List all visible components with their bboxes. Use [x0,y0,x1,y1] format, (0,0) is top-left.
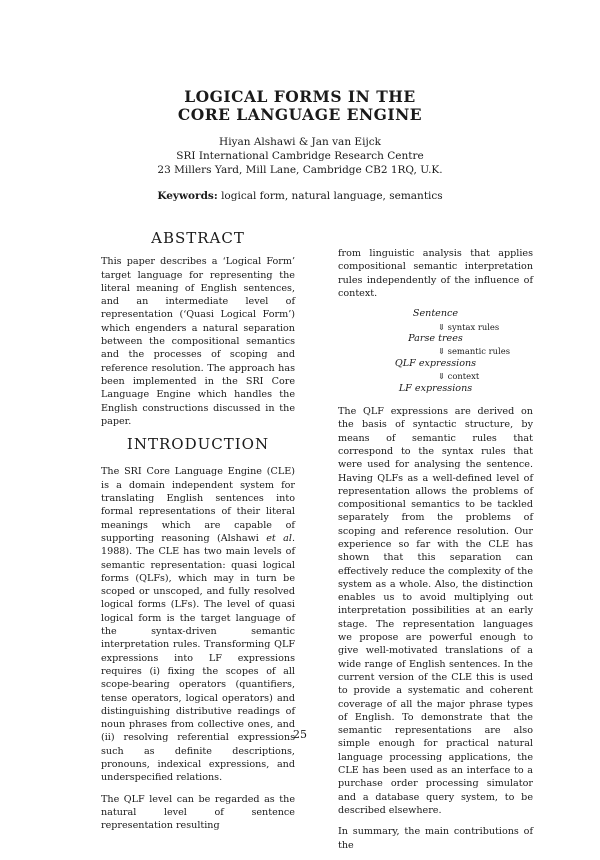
title-line-2: CORE LANGUAGE ENGINE [177,105,423,124]
diagram-arrow-syntax: ⇓ syntax rules [438,321,500,332]
right-paragraph-2: In summary, the main contributions of the [338,826,533,851]
diagram-node-lf: LF expressions [398,382,473,394]
diagram-arrow-semantic: ⇓ semantic rules [438,346,510,357]
page-number: 25 [293,728,307,741]
keywords-line [120,190,480,202]
author-block [120,135,480,177]
paper-title [150,88,450,124]
introduction-heading: INTRODUCTION [126,435,270,454]
diagram-arrow-context: ⇓ context [438,371,480,382]
left-column [101,229,296,840]
intro-paragraph-1: The SRI Core Language Engine (CLE) is a domain independent system for translating English sentences into formal representations of their literal meanings which are capable of supporting reasoning (Alshawi et al. 1988). The CLE has two main levels of semantic representation: quasi logical forms (QLFs), which may in turn be scoped or unscoped, and fully resolved logical forms (LFs). The level of quasi logical form is the target language of the syntax-driven semantic interpretation rules. Transforming QLF expressions into LF expressions requires (i) fixing the scopes of all scope-bearing operators (quantifiers, tense operators, logical operators) and distinguishing distributive readings of noun phrases from collective ones, and (ii) resolving referential expressions such as definite descriptions, pronouns, indexical expressions, and underspecified relations. [101,466,296,784]
keywords-text: logical form, natural language, semantics [221,190,443,202]
author-names: Hiyan Alshawi & Jan van Eijck [219,136,381,148]
title-line-1: LOGICAL FORMS IN THE [184,87,416,106]
abstract-heading: ABSTRACT [151,229,245,247]
right-paragraph-0: from linguistic analysis that applies compositional semantic interpretation rules independently of the influence of context. [338,248,533,299]
diagram-node-sentence: Sentence [412,308,459,320]
diagram-node-parse-trees: Parse trees [408,333,463,344]
intro-paragraph-2: The QLF level can be regarded as the natural level of sentence representation resulting [101,793,295,832]
representation-diagram [338,308,533,395]
keywords-label: Keywords: [157,190,218,202]
affiliation: SRI International Cambridge Research Centre [176,150,424,162]
diagram-node-qlf: QLF expressions [394,357,477,369]
abstract-text: This paper describes a ‘Logical Form’ target language for representing the literal meaning of English sentences, and an intermediate level of representation (‘Quasi Logical Form’) which engenders a natural separation between the compositional semantics and the processes of scoping and reference resolution. The approach has been implemented in the SRI Core Language Engine which handles the English constructions discussed in the paper. [101,256,295,427]
right-column [338,247,533,860]
right-paragraph-1: The QLF expressions are derived on the basis of syntactic structure, by means of semantic rules that correspond to the syntax rules that were used for analysing the sentence. Having QLFs as a well-defined level of representation allows the problems of compositional semantics to be tackled separately from the problems of scoping and reference resolution. Our experience so far with the CLE has shown that this separation can effectively reduce the complexity of the system as a whole. Also, the distinction enables us to avoid multiplying out interpretation possibilities at an early stage. The representation languages we propose are powerful enough to give well-motivated translations of a wide range of English sentences. In the current version of the CLE this is used to provide a systematic and coherent coverage of all the major phrase types of English. To demonstrate that the semantic representations are also simple enough for practical natural language processing applications, the CLE has been used as an interface to a purchase order processing simulator and a database query system, to be described elsewhere. [338,406,533,816]
address: 23 Millers Yard, Mill Lane, Cambridge CB2 1RQ, U.K. [157,164,443,176]
